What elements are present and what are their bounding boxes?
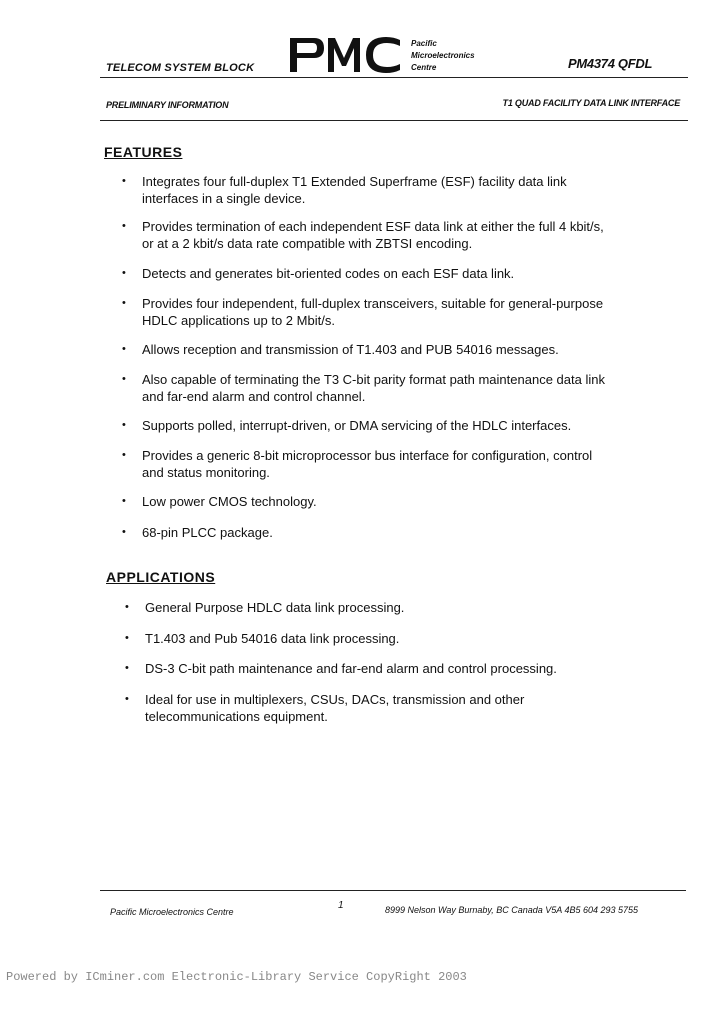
document-status: PRELIMINARY INFORMATION	[106, 100, 229, 110]
company-line: Microelectronics	[411, 51, 475, 60]
applications-list	[125, 599, 685, 725]
feature-line: • Allows reception and transmission of T1.403 and PUB 54016 messages.	[142, 342, 559, 357]
application-item	[125, 630, 685, 647]
footer-rule	[100, 890, 686, 891]
feature-line: • Also capable of terminating the T3 C-bit parity format path maintenance data link	[142, 372, 605, 387]
feature-line: • Provides a generic 8-bit microprocessor bus interface for configuration, control	[142, 448, 593, 463]
company-line: Pacific	[411, 39, 437, 48]
footer-company: Pacific Microelectronics Centre	[110, 907, 234, 917]
application-line: • General Purpose HDLC data link processing.	[145, 600, 405, 615]
feature-line: • Supports polled, interrupt-driven, or DMA servicing of the HDLC interfaces.	[142, 418, 572, 433]
features-list	[122, 173, 682, 541]
pmc-logo	[288, 34, 408, 78]
page-number: 1	[338, 900, 344, 911]
part-number: PM4374 QFDL	[568, 56, 653, 71]
device-title: T1 QUAD FACILITY DATA LINK INTERFACE	[502, 98, 680, 108]
block-title: TELECOM SYSTEM BLOCK	[106, 62, 255, 74]
feature-item	[122, 371, 682, 405]
feature-item	[122, 417, 682, 434]
feature-line: and status monitoring.	[142, 465, 270, 480]
features-heading: FEATURES	[104, 144, 183, 160]
applications-heading: APPLICATIONS	[106, 569, 216, 585]
feature-line: or at a 2 kbit/s data rate compatible with ZBTSI encoding.	[142, 236, 473, 251]
application-line: • T1.403 and Pub 54016 data link processing.	[145, 631, 400, 646]
company-name-block	[411, 38, 475, 74]
application-item	[125, 691, 685, 725]
feature-item	[122, 265, 682, 282]
feature-line: • Low power CMOS technology.	[142, 494, 317, 509]
feature-item	[122, 524, 682, 541]
application-item	[125, 660, 685, 677]
feature-line: • Detects and generates bit-oriented codes on each ESF data link.	[142, 266, 515, 281]
application-line: • Ideal for use in multiplexers, CSUs, DACs, transmission and other	[145, 692, 525, 707]
feature-item	[122, 447, 682, 481]
feature-line: • Provides four independent, full-duplex transceivers, suitable for general-purpose	[142, 296, 604, 311]
application-line: telecommunications equipment.	[145, 709, 328, 724]
feature-item	[122, 341, 682, 358]
header-rule	[100, 77, 688, 78]
feature-line: • Provides termination of each independent ESF data link at either the full 4 kbit/s,	[142, 219, 604, 234]
feature-item	[122, 295, 682, 329]
company-line: Centre	[411, 63, 437, 72]
feature-line: interfaces in a single device.	[142, 191, 306, 206]
feature-line: HDLC applications up to 2 Mbit/s.	[142, 313, 335, 328]
watermark-text: Powered by ICminer.com Electronic-Library Service CopyRight 2003	[6, 970, 467, 984]
application-item	[125, 599, 685, 616]
feature-item	[122, 493, 682, 510]
feature-line: • 68-pin PLCC package.	[142, 525, 273, 540]
feature-item	[122, 218, 682, 252]
application-line: • DS-3 C-bit path maintenance and far-end alarm and control processing.	[145, 661, 557, 676]
footer-address: 8999 Nelson Way Burnaby, BC Canada V5A 4B5 604 293 5755	[385, 905, 639, 915]
feature-line: and far-end alarm and control channel.	[142, 389, 366, 404]
feature-item	[122, 173, 682, 207]
feature-line: • Integrates four full-duplex T1 Extended Superframe (ESF) facility data link	[142, 174, 567, 189]
subheader-rule	[100, 120, 688, 121]
